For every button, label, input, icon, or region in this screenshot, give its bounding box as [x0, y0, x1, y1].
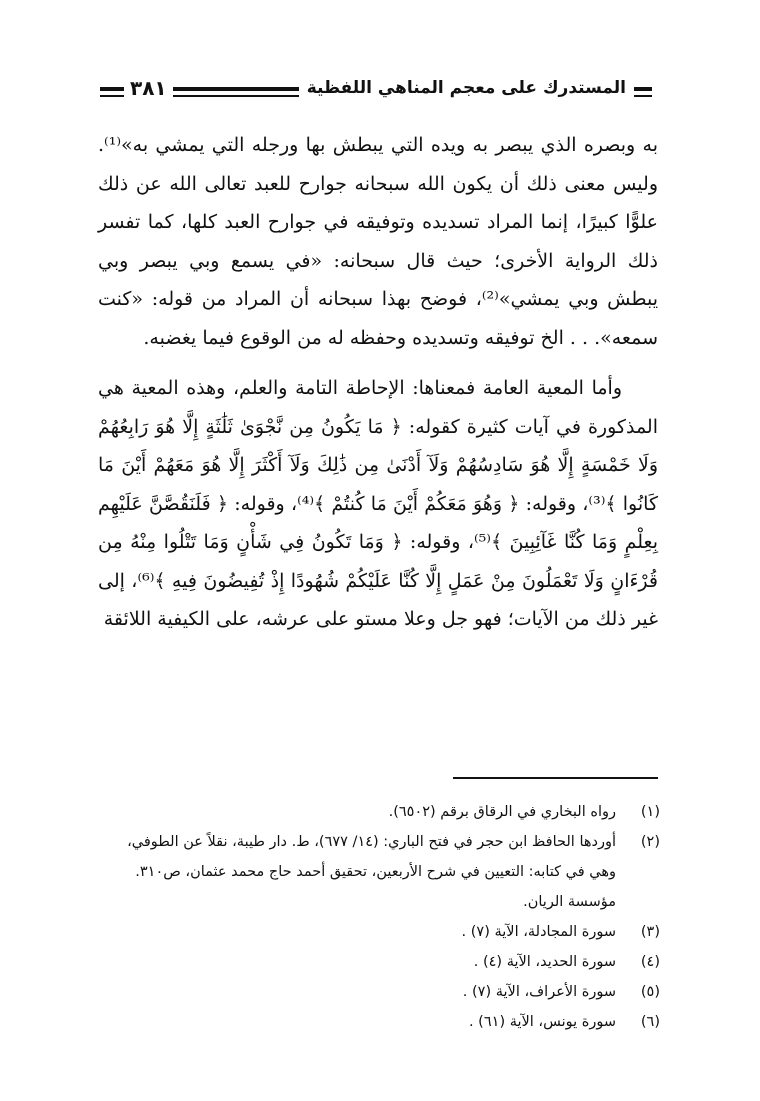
footnote-text: سورة الأعراف، الآية (٧) .: [462, 984, 616, 1000]
footnote-number: (٦): [640, 1014, 660, 1030]
footnote-separator: [453, 777, 658, 779]
paragraph: به وبصره الذي يبصر به ويده التي يبطش بها ورجله التي يمشي به»⁽¹⁾. وليس معنى ذلك أن يكون الله سبحانه جوارح للعبد تعالى الله عن ذلك علوًّا كبيرًا، إنما المراد تسديده وتوفيقه في جوارح العبد كلها، كما تفسر ذلك الرواية الأخرى؛ حيث قال سبحانه: «في يسمع وبي يبصر وبي يبطش وبي يمشي»⁽²⁾، فوضح بهذا سبحانه أن المراد من قوله: «كنت سمعه». . . الخ توفيقه وتسديده وحفظه له من الوقوع فيما يغضبه.: [98, 134, 659, 349]
footnote-number: (٢): [640, 834, 660, 850]
footnote: [100, 917, 660, 947]
running-title: المستدرك على معجم المناهي اللفظية: [299, 78, 634, 98]
footnote-number: (٤): [640, 954, 660, 970]
page-number: ٣٨١: [124, 76, 173, 100]
paragraph: وأما المعية العامة فمعناها: الإحاطة التامة والعلم، وهذه المعية هي المذكورة في آيات كثيرة كقوله: ﴿ مَا يَكُونُ مِن نَّجْوَىٰ ثَلَٰثَةٍ إِلَّا هُوَ رَابِعُهُمْ وَلَا خَمْسَةٍ إِلَّا هُوَ سَادِسُهُمْ وَلَآ أَدْنَىٰ مِن ذَٰلِكَ وَلَآ أَكْثَرَ إِلَّا هُوَ مَعَهُمْ أَيْنَ مَا كَانُوا ﴾⁽³⁾، وقوله: ﴿ وَهُوَ مَعَكُمْ أَيْنَ مَا كُنتُمْ ﴾⁽⁴⁾، وقوله: ﴿ فَلَنَقُصَّنَّ عَلَيْهِم بِعِلْمٍ وَمَا كُنَّا غَآئِبِينَ ﴾⁽⁵⁾، وقوله: ﴿ وَمَا تَكُونُ فِي شَأْنٍ وَمَا تَتْلُوا مِنْهُ مِن قُرْءَانٍ وَلَا تَعْمَلُونَ مِنْ عَمَلٍ إِلَّا كُنَّا عَلَيْكُمْ شُهُودًا إِذْ تُفِيضُونَ فِيهِ ﴾⁽⁶⁾، إلى غير ذلك من الآيات؛ فهو جل وعلا مستو على عرشه، على الكيفية اللائقة: [98, 377, 659, 630]
main-text: [98, 126, 658, 639]
footnote-number: (١): [640, 804, 660, 820]
footnote: [100, 827, 660, 917]
footnote: [100, 947, 660, 977]
footnote-text: سورة المجادلة، الآية (٧) .: [461, 924, 616, 940]
footnote-text: سورة يونس، الآية (٦١) .: [468, 1014, 616, 1030]
page-header: [100, 76, 652, 108]
footnote: [100, 977, 660, 1007]
footnote: [100, 1007, 660, 1037]
footnote-number: (٣): [640, 924, 660, 940]
footnote: [100, 797, 660, 827]
footnote-text: سورة الحديد، الآية (٤) .: [473, 954, 616, 970]
footnotes: [100, 797, 660, 1037]
footnote-text: أوردها الحافظ ابن حجر في فتح الباري: (١٤/ ٦٧٧)، ط. دار طيبة، نقلاً عن الطوفي، وهي في كتابه: التعيين في شرح الأربعين، تحقيق أحمد حاج محمد عثمان، ص٣١٠. مؤسسة الريان.: [127, 834, 616, 910]
footnote-number: (٥): [640, 984, 660, 1000]
footnote-text: رواه البخاري في الرقاق برقم (٦٥٠٢).: [388, 804, 616, 820]
